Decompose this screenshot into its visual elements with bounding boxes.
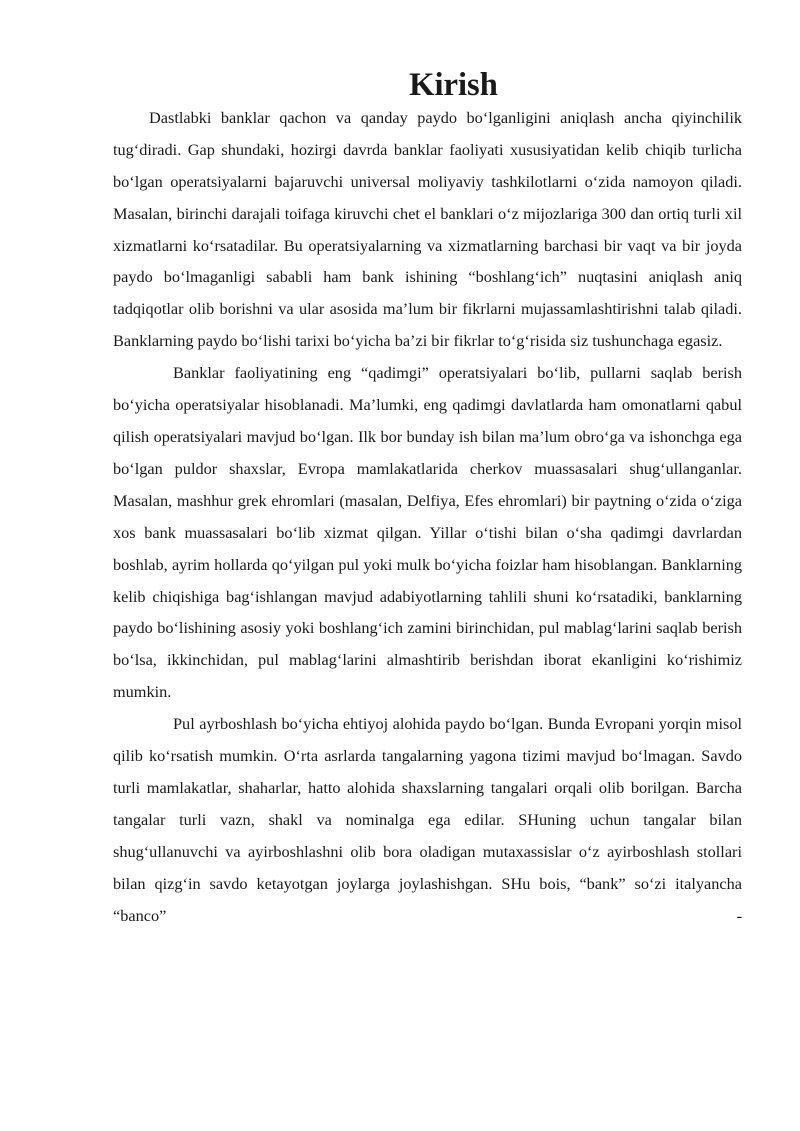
paragraph-1: Dastlabki banklar qachon va qanday paydo bo‘lganligini aniqlash ancha qiyinchilik tug‘diradi. Gap shundaki, hozirgi davrda banklar faoliyati xususiyatidan kelib chiqib turlicha bo‘lgan operatsiyalarni bajaruvchi universal moliyaviy tashkilotlarni o‘zida namoyon qiladi. Masalan, birinchi darajali toifaga kiruvchi chet el banklari o‘z mijozlariga 300 dan ortiq turli xil xizmatlarni ko‘rsatadilar. Bu operatsiyalarning va xizmatlarning barchasi bir vaqt va bir joyda paydo bo‘lmaganligi sababli ham bank ishining “boshlang‘ich” nuqtasini aniqlash aniq tadqiqotlar olib borishni va ular asosida ma’lum bir fikrlarni mujassamlashtirishni talab qiladi. Banklarning paydo bo‘lishi tarixi bo‘yicha ba’zi bir fikrlar to‘g‘risida siz tushunchaga egasiz. [113,107,742,351]
paragraph-2: Banklar faoliyatining eng “qadimgi” operatsiyalari bo‘lib, pullarni saqlab berish bo‘yicha operatsiyalar hisoblanadi. Ma’lumki, eng qadimgi davlatlarda ham omonatlarni qabul qilish operatsiyalari mavjud bo‘lgan. Ilk bor bunday ish bilan ma’lum obro‘ga va ishonchga ega bo‘lgan puldor shaxslar, Evropa mamlakatlarida cherkov muassasalari shug‘ullanganlar. Masalan, mashhur grek ehromlari (masalan, Delfiya, Efes ehromlari) bir paytning o‘zida o‘ziga xos bank muassasalari bo‘lib xizmat qilgan. Yillar o‘tishi bilan o‘sha qadimgi davrlardan boshlab, ayrim hollarda qo‘yilgan pul yoki mulk bo‘yicha foizlar ham hisoblangan. Banklarning kelib chiqishiga bag‘ishlangan mavjud adabiyotlarning tahlili shuni ko‘rsatadiki, banklarning paydo bo‘lishining asosiy yoki boshlang‘ich zamini birinchidan, pul mablag‘larini saqlab berish bo‘lsa, ikkinchidan, pul mablag‘larini almashtirib berishdan iborat ekanligini ko‘rishimiz mumkin. [113,363,742,702]
page-title: Kirish [409,67,498,103]
page-content [113,67,742,931]
paragraph-3: Pul ayrboshlash bo‘yicha ehtiyoj alohida paydo bo‘lgan. Bunda Evropani yorqin misol qilib ko‘rsatish mumkin. O‘rta asrlarda tangalarning yagona tizimi mavjud bo‘lmagan. Savdo turli mamlakatlar, shaharlar, hatto alohida shaxslarning tangalari orqali olib borilgan. Barcha tangalar turli vazn, shakl va nominalga ega edilar. SHuning uchun tangalar bilan shug‘ullanuvchi va ayirboshlashni olib bora oladigan mutaxassislar o‘z ayirboshlash stollari bilan qizg‘in savdo ketayotgan joylarga joylashishgan. SHu bois, “bank” so‘zi italyancha “banco” - [113,714,742,925]
